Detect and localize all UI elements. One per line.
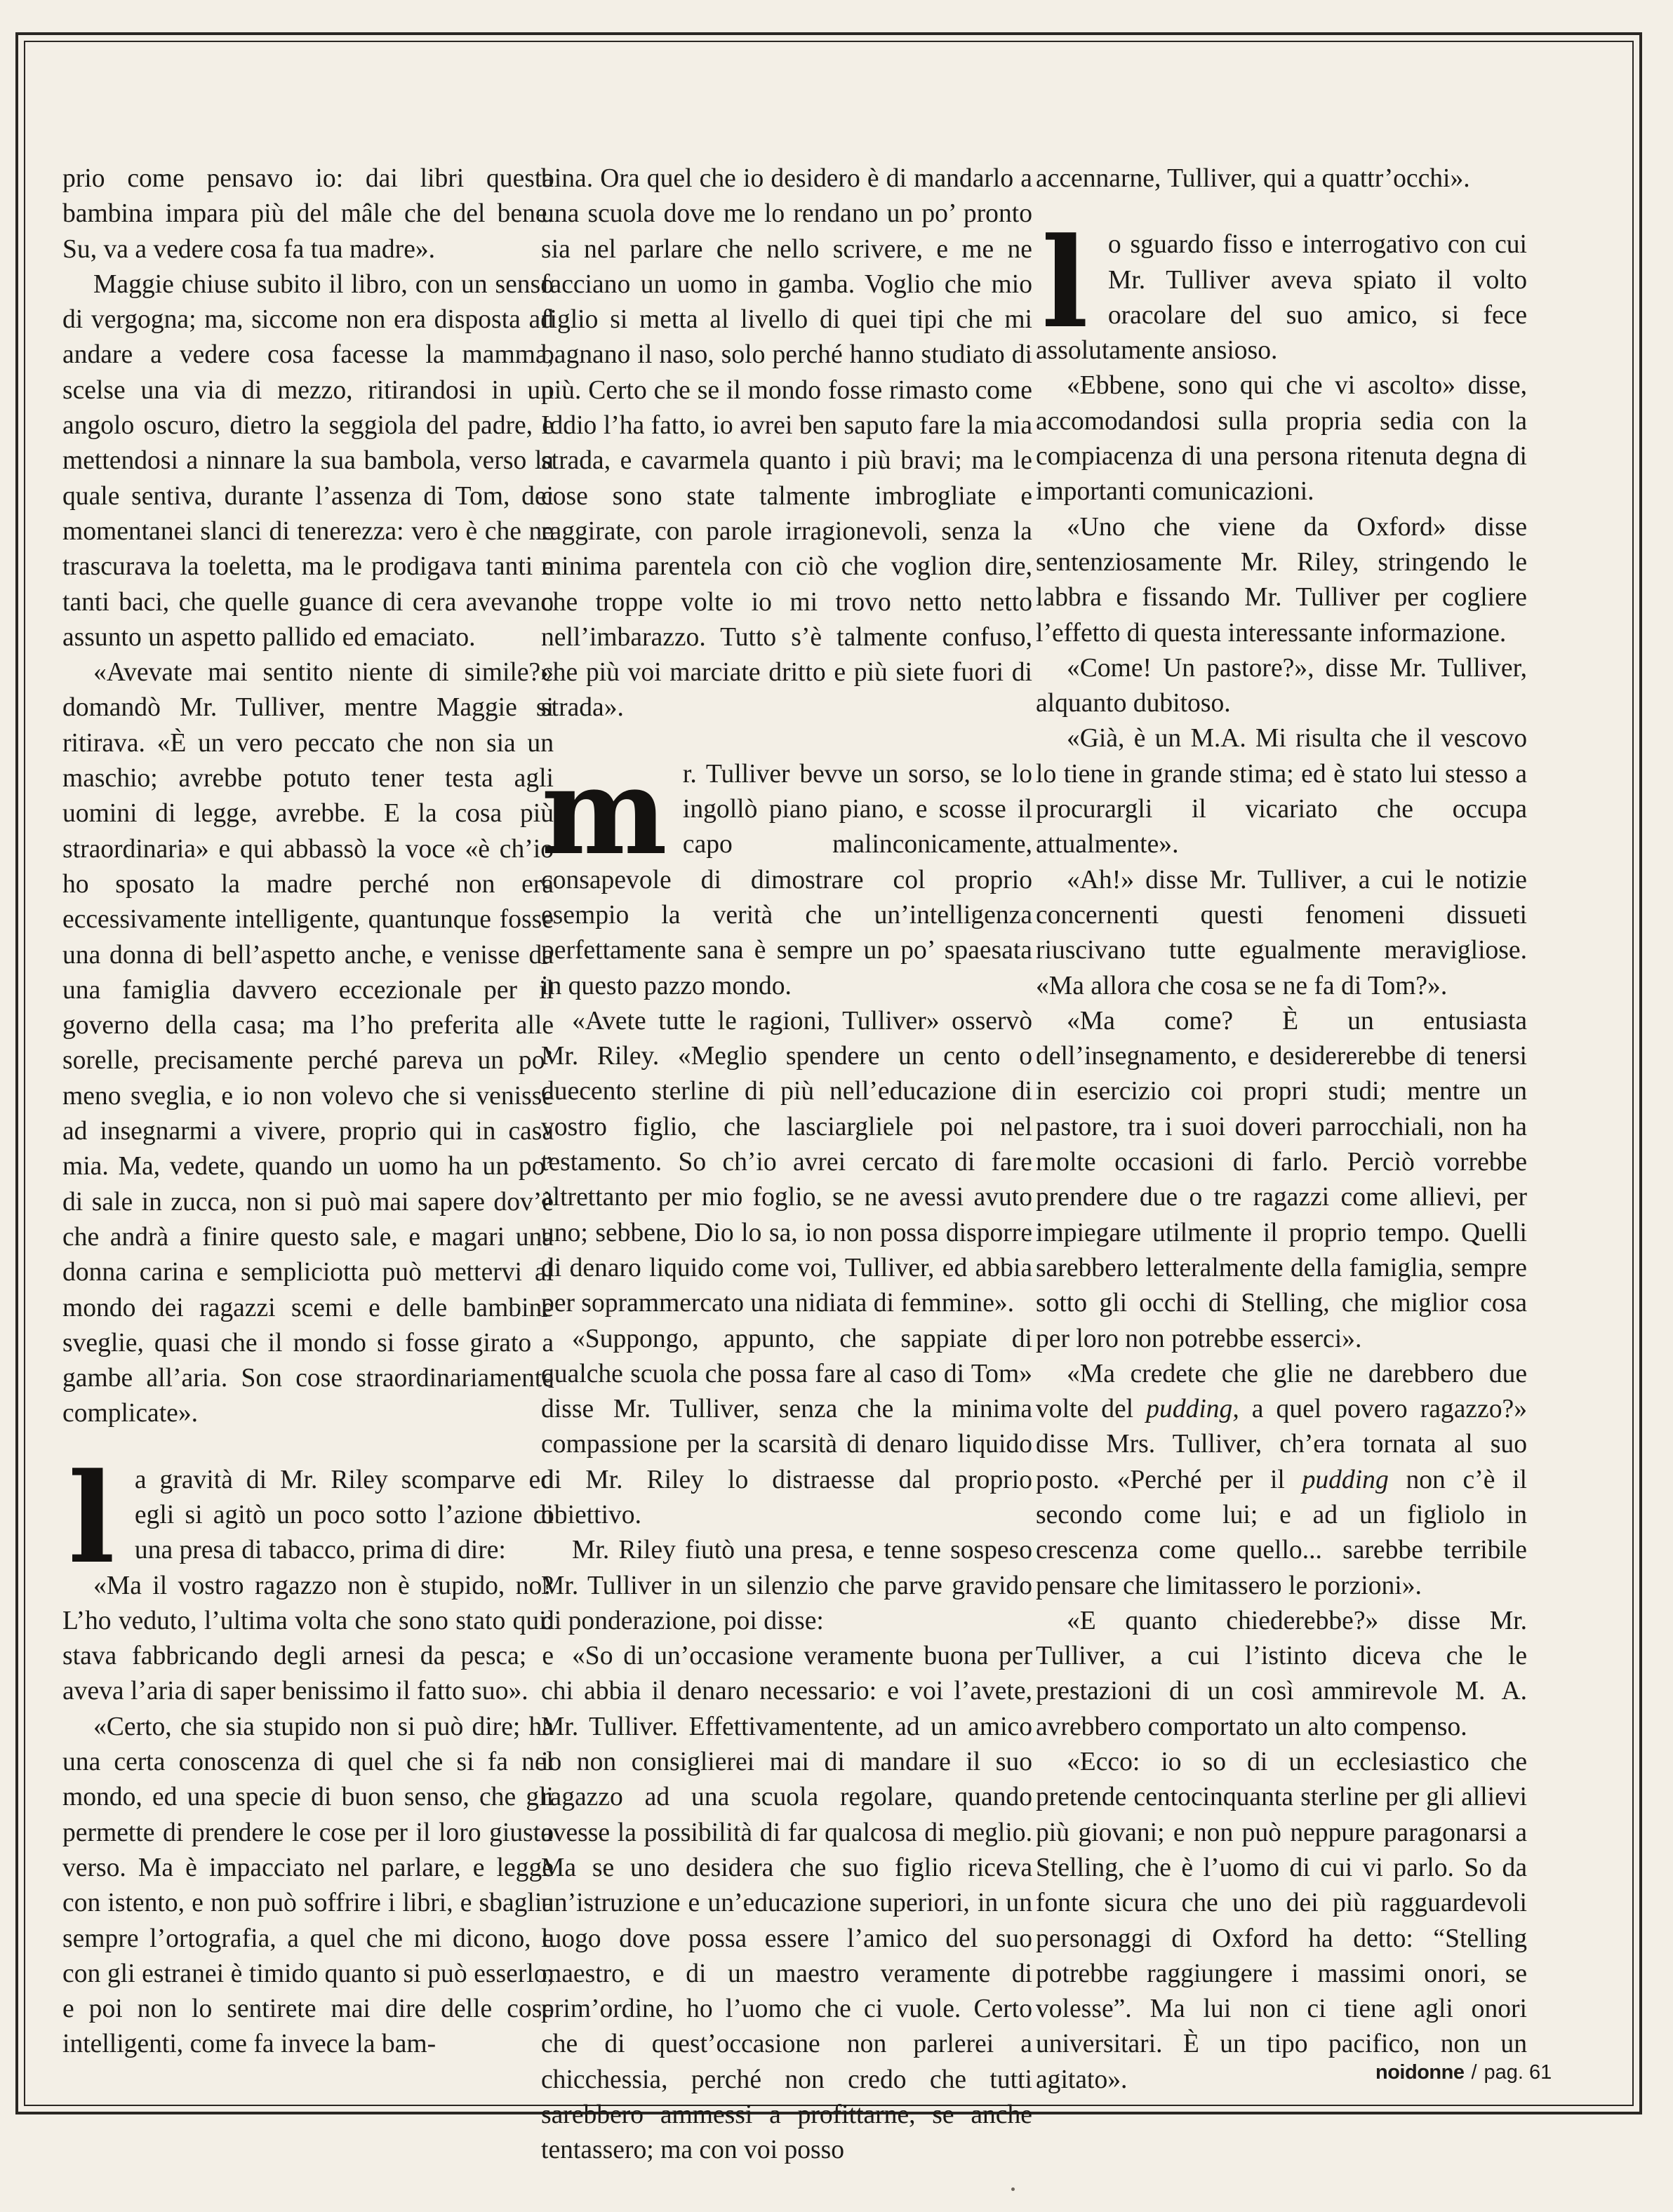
paragraph: «Già, è un M.A. Mi risulta che il vescovo lo tiene in grande stima; ed è stato lui stesso a procurargli il vicariato che occupa attualmente».: [1036, 724, 1527, 859]
paragraph: «Avevate mai sentito niente di simile?» domandò Mr. Tulliver, mentre Maggie si ritirava. «È un vero peccato che non sia un maschio; avrebbe potuto tener testa agli uomini di legge, avrebbe. E la cosa più straordinaria» e qui abbassò la voce «è ch’io ho sposato la madre perché non era eccessivamente intelligente, quantunque fosse una donna di bell’aspetto anche, e venisse da una famiglia davvero eccezionale per il governo della casa; ma l’ho preferita alle sorelle, precisamente perché pareva un po’ meno sveglia, e io non volevo che si venisse ad insegnarmi a vivere, proprio qui in casa mia. Ma, vedete, quando un uomo ha un po’ di sale in zucca, non si può mai sapere dov’è che andrà a finire questo sale, e magari una donna carina e sempliciotta può mettervi al mondo dei ragazzi scemi e delle bambine sveglie, quasi che il mondo si fosse girato a gambe all’aria. Son cose straordinariamente complicate».: [62, 658, 554, 1428]
drop-cap: l: [1041, 210, 1088, 356]
paragraph: «Ma come? È un entusiasta dell’insegnamento, e desidererebbe di tenersi in esercizio coi propri studi; mentre un pastore, tra i suoi doveri parrocchiali, non ha molte occasioni di farlo. Perciò vorrebbe prendere due o tre ragazzi come allievi, per impiegare utilmente il proprio tempo. Quelli sarebbero letteralmente della famiglia, sempre sotto gli occhi di Stelling, che miglior cosa per loro non potrebbe esserci».: [1036, 1006, 1527, 1353]
paragraph: «Come! Un pastore?», disse Mr. Tulliver, alquanto dubitoso.: [1036, 653, 1527, 718]
paragraph: «Ah!» disse Mr. Tulliver, a cui le notizie concernenti questi fenomeni dissueti riuscivano tutte egualmente meravigliose. «Ma allora che cosa se ne fa di Tom?».: [1036, 865, 1527, 1000]
text-run: a quel povero ragazzo?» disse Mrs. Tulliver, ch’era tornata al suo posto. «Perché per il: [1036, 1395, 1527, 1494]
paragraph: «So di un’occasione veramente buona per chi abbia il denaro necessario: e voi l’avete, Mr. Tulliver. Effettivamentente, ad un amico io non consiglierei mai di mandare il suo ragazzo ad una scuola regolare, quando avesse la possibilità di far qualcosa di meglio. Ma se uno desidera che suo figlio riceva un’istruzione e un’educazione superiori, in un luogo dove possa essere l’amico del suo maestro, e di un maestro veramente di prim’ordine, ho l’uomo che ci vuole. Certo che di quest’occasione non parlerei a chicchessia, perché non credo che tutti sarebbero ammessi a profittarne, se anche tentassero; ma con voi posso: [541, 1642, 1032, 2165]
paragraph: bina. Ora quel che io desidero è di mandarlo a una scuola dove me lo rendano un po’ pronto sia nel parlare che nello scrivere, e me ne facciano un uomo in gamba. Voglio che mio figlio si metta al livello di quei tipi che mi bagnano il naso, solo perché hanno studiato di più. Certo che se il mondo fosse rimasto come Iddio l’ha fatto, io avrei ben saputo fare la mia strada, e cavarmela quanto i più bravi; ma le cose sono state talmente imbrogliate e raggirate, con parole irragionevoli, senza la minima parentela con ciò che voglion dire, che troppe volte io mi trovo netto netto nell’imbarazzo. Tutto s’è talmente confuso, che più voi marciate dritto e più siete fuori di strada».: [541, 164, 1032, 723]
italic-word: pudding,: [1146, 1395, 1239, 1424]
paragraph: [1036, 1357, 1527, 1604]
section-break: [62, 1432, 554, 1463]
paragraph: accennarne, Tulliver, qui a quattr’occhi».: [1036, 164, 1470, 193]
paragraph: «E quanto chiederebbe?» disse Mr. Tulliver, a cui l’istinto diceva che le prestazioni di un così ammirevole M. A. avrebbero comportato un alto compenso.: [1036, 1606, 1527, 1741]
paragraph-with-dropcap: [62, 1445, 554, 1591]
paragraph-text: r. Tulliver bevve un sorso, se lo ingollò piano piano, e scosse il capo malinconicamente, consapevole di dimostrare col proprio esempio la verità che un’intelligenza perfettamente sana è sempre un po’ spaesata in questo pazzo mondo.: [541, 759, 1032, 1000]
drop-cap: l: [68, 1445, 115, 1591]
paragraph-text: a gravità di Mr. Riley scomparve ed egli si agitò un poco sotto l’azione di una presa di tabacco, prima di dire:: [134, 1465, 554, 1565]
paragraph-with-dropcap: [1036, 210, 1527, 368]
paragraph: «Avete tutte le ragioni, Tulliver» osservò Mr. Riley. «Meglio spendere un cento o duecento sterline di più nell’educazione di vostro figlio, che lasciargliele poi nel testamento. So ch’io avrei cercato di fare altrettanto per mio foglio, se ne avessi avuto uno; sebbene, Dio lo sa, io non possa disporre di denaro liquido come voi, Tulliver, ed abbia per soprammercato una nidiata di femmine».: [541, 1006, 1032, 1318]
paragraph: «Suppongo, appunto, che sappiate di qualche scuola che possa fare al caso di Tom» disse Mr. Tulliver, senza che la minima compassione per la scarsità di denaro liquido di Mr. Riley lo distraesse dal proprio obiettivo.: [541, 1324, 1032, 1529]
text-column-1: [62, 161, 554, 2063]
paragraph: «Uno che viene da Oxford» disse sentenziosamente Mr. Riley, stringendo le labbra e fissando Mr. Tulliver per cogliere l’effetto di questa interessante informazione.: [1036, 512, 1527, 648]
text-run: «Ma credete che glie ne darebbero due volte del: [1036, 1359, 1527, 1424]
page-number: pag. 61: [1484, 2061, 1552, 2084]
text-run: non c’è il secondo come lui; e ad un figliolo in crescenza come quello... sarebbe terribile pensare che limitassero le porzioni».: [1036, 1465, 1527, 1600]
drop-cap: m: [541, 741, 667, 882]
paragraph: Mr. Riley fiutò una presa, e tenne sospeso Mr. Tulliver in un silenzio che parve gravido di ponderazione, poi disse:: [541, 1536, 1032, 1635]
print-speck: [1011, 2187, 1015, 2191]
paragraph: «Certo, che sia stupido non si può dire; ha una certa conoscenza di quel che si fa nel mondo, ed una specie di buon senso, che gli permette di prendere le cose per il loro giusto verso. Ma è impacciato nel parlare, e legge con istento, e non può soffrire i libri, e sbaglia sempre l’ortografia, a quel che mi dicono, e con gli estranei è timido quanto si può esserlo, e poi non lo sentirete mai dire delle cose intelligenti, come fa invece la bam-: [62, 1712, 554, 2059]
page-footer: [1375, 2061, 1552, 2084]
paragraph: Maggie chiuse subito il libro, con un senso di vergogna; ma, siccome non era disposta ad andare a vedere cosa facesse la mamma, scelse una via di mezzo, ritirandosi in un angolo oscuro, dietro la seggiola del padre, e mettendosi a ninnare la sua bambola, verso la quale sentiva, durante l’assenza di Tom, dei momentanei slanci di tenerezza: vero è che ne trascurava la toeletta, ma le prodigava tanti e tanti baci, che quelle guance di cera avevano assunto un aspetto pallido ed emaciato.: [62, 269, 554, 652]
paragraph-text: o sguardo fisso e interrogativo con cui Mr. Tulliver aveva spiato il volto oracolare del suo amico, si fece assolutamente ansioso.: [1036, 230, 1527, 366]
paragraph-with-dropcap: [541, 741, 1032, 1004]
text-column-3: [1036, 161, 1527, 2098]
section-break: [1036, 196, 1527, 227]
magazine-name: noidonne: [1375, 2061, 1465, 2084]
paragraph: «Ecco: io so di un ecclesiastico che pretende centocinquanta sterline per gli allievi più giovani; e non può neppure paragonarsi a Stelling, che è l’uomo di cui vi parlo. So da fonte sicura che uno dei più ragguardevoli personaggi di Oxford ha detto: “Stelling potrebbe raggiungere i massimi onori, se volesse”. Ma lui non ci tiene agli onori universitari. È un tipo pacifico, non un agitato».: [1036, 1748, 1527, 2094]
footer-separator: /: [1471, 2061, 1477, 2084]
text-column-2: [541, 161, 1032, 2169]
italic-word: pudding: [1302, 1465, 1389, 1494]
paragraph: prio come pensavo io: dai libri questa bambina impara più del mâle che del bene. Su, va a vedere cosa fa tua madre».: [62, 164, 554, 264]
paragraph: «Ebbene, sono qui che vi ascolto» disse, accomodandosi sulla propria sedia con la compiacenza di una persona ritenuta degna di importanti comunicazioni.: [1036, 371, 1527, 507]
paragraph: «Ma il vostro ragazzo non è stupido, no? L’ho veduto, l’ultima volta che sono stato qui: stava fabbricando degli arnesi da pesca; e aveva l’aria di saper benissimo il fatto suo».: [62, 1571, 554, 1706]
